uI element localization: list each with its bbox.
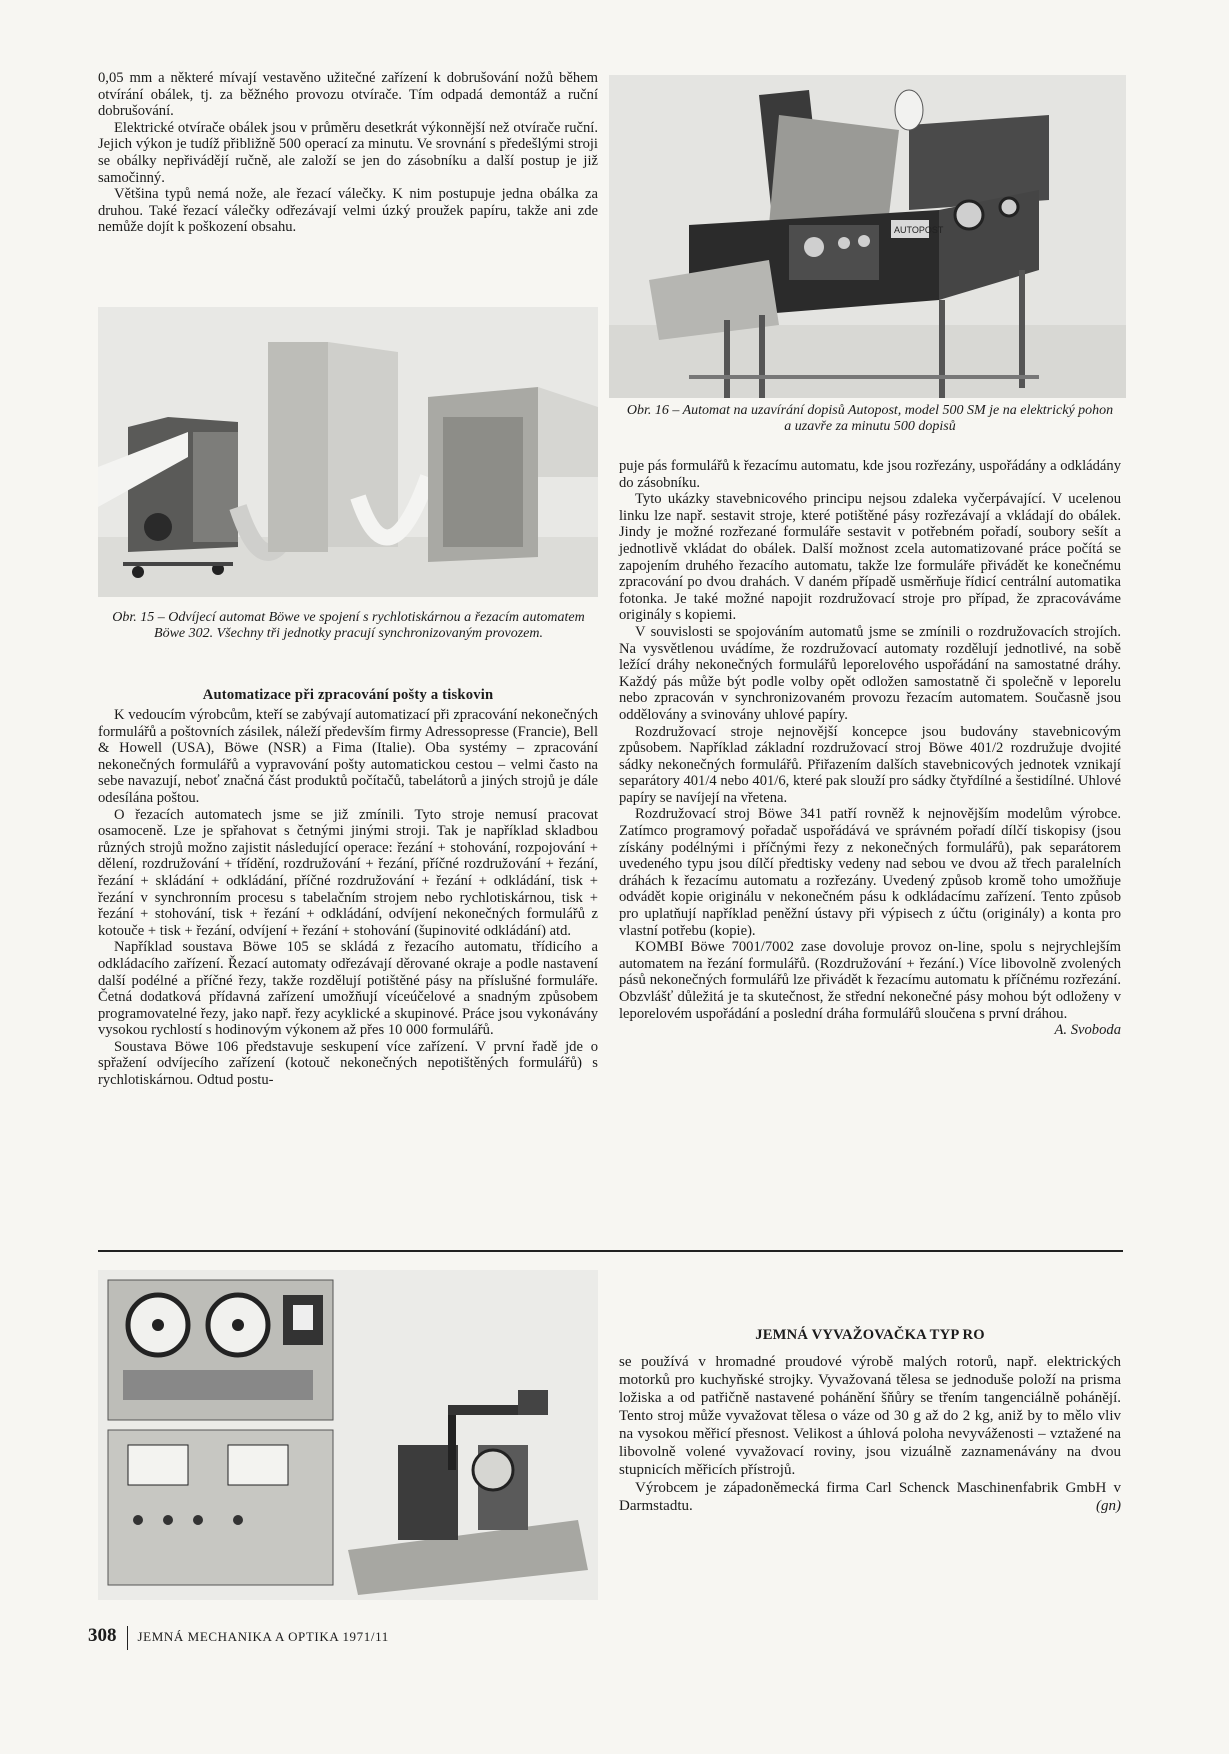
article-divider — [98, 1250, 1123, 1252]
paragraph: Například soustava Böwe 105 se skládá z řezacího automatu, třídicího a odkládacího zařízení. Řezací automaty odřezávají děrované okraje a podle nastavení další podélné a příčné řezy, takže rozdělují potištěné pásy na příslušné formuláře. Četná dodatková přídavná zařízení umožňují víceúčelové a snadným způsobem programovatelné řezy, jako např. řezy acyklické a skupinové. Práce jsou vykonávány vysokou rychlostí s hodinovým výkonem až přes 10 000 formulářů. — [98, 939, 598, 1039]
fig16-machine-label: AUTOPOST — [894, 225, 944, 235]
text-col-left-main — [98, 707, 598, 1089]
footer-divider — [127, 1626, 128, 1650]
journal-name: JEMNÁ MECHANIKA A OPTIKA 1971/11 — [137, 1629, 389, 1644]
fig16-caption: Obr. 16 – Automat na uzavírání dopisů Autopost, model 500 SM je na elektrický pohon a uzavře za minutu 500 dopisů — [626, 403, 1114, 434]
paragraph-text: Výrobcem je západoněmecká firma Carl Schenck Maschinenfabrik GmbH v Darmstadtu. — [619, 1480, 1121, 1514]
paragraph: V souvislosti se spojováním automatů jsme se zmínili o rozdružovacích strojích. Na vysvětlenou uvádíme, že rozdružovací automaty rozdělují jednotlivé, na sobě ležící dráhy nekonečných formulářů leporelového uspořádání na samostatné dráhy. Každý pás může být podle volby opět odložen samostatně či společně v leporelu nebo zpracován v synchronizovaném provozu řezacím automatem. Současně jsou oddělovány a svinovány uhlové papíry. — [619, 623, 1121, 723]
paragraph: se používá v hromadné proudové výrobě malých rotorů, např. elektrických motorků pro kuchyňské strojky. Vyvažovaná tělesa se jednoduše položí na prisma ložiska a od patřičně nastavené pohánění šňůry se třením tangenciálně pohánějí. Tento stroj může vyvažovat tělesa o váze od 30 g až do 2 kg, aniž by to mělo vliv na vysokou měřicí přesnost. Velikost a úhlová poloha nevyváženosti – vztažené na libovolně volené vyvažovací roviny, jsou vizuálně zaznamenávány na dvou stupnicích měřicích přístrojů. — [619, 1354, 1121, 1478]
paragraph: puje pás formulářů k řezacímu automatu, kde jsou rozřezány, uspořádány a odkládány do zásobníku. — [619, 458, 1121, 491]
paragraph: Rozdružovací stroj Böwe 341 patří rovněž k nejnovějším modelům výrobce. Zatímco programový pořadač uspořádává ve správném pořadí dílčí tiskopisy (jsou získány podélnými i příčnými řezy z nekonečných formulářů), pak separátorem uvedeného typu jsou dílčí předtisky vedeny nad sebou ve dvou až třech paralelních dráhách k řezacímu automatu a rozřezány. Uvedený způsob kromě toho umožňuje odvádět kopie originálu v nekonečném pásu k odkládacímu zařízení. Tento způsob pro uplatňují například peněžní ústavy při výpisech z účtu (originály) a konta pro vlastní potřebu (kopie). — [619, 806, 1121, 939]
text-col-left-top — [98, 70, 598, 236]
paragraph — [619, 1479, 1121, 1515]
paragraph — [619, 939, 1121, 1039]
paragraph: Tyto ukázky stavebnicového principu nejsou zdaleka vyčerpávající. V ucelenou linku lze např. sestavit stroje, které potištěné pásy rozřezávají a vkládají do obálek. Jindy je možné rozřezané formuláře sestavit v potřebném pořadí, soubory sešít a jednotlivě vkládat do obálek. Další možnost zcela automatizované práce počítá se zapojením druhého řezacího automatu, takže lze formuláře přivádět ke konečnému zpracování po dvou drahách. V daném případě usměrňuje řídicí centrální automatika fotonka. Je také možné napojit rozdružovací stroje pro případ, že zpracováváme originály s kopiemi. — [619, 491, 1121, 624]
paragraph: Rozdružovací stroje nejnovější koncepce jsou budovány stavebnicovým způsobem. Například základní rozdružovací stroj Böwe 401/2 rozdružuje dvojité sádky nekonečných formulářů. Přiřazením dalších stavebnicových jednotek vznikají separátory 401/4 nebo 401/6, které pak slouží pro sádky čtyřdílné a šestidílné. Uhlové papíry se navíjejí na vřetena. — [619, 723, 1121, 806]
text-col-right-main — [619, 458, 1121, 1039]
author-signature: (gn) — [1096, 1498, 1121, 1514]
page-number: 308 — [88, 1625, 117, 1646]
article2-heading: JEMNÁ VYVAŽOVAČKA TYP RO — [755, 1327, 985, 1343]
fig16-photo — [609, 75, 1126, 398]
paragraph: Většina typů nemá nože, ale řezací válečky. K nim postupuje jedna obálka za druhou. Také řezací válečky odřezávají velmi úzký proužek papíru, takže ani zde nemůže dojít k poškození obsahu. — [98, 186, 598, 236]
paragraph-text: KOMBI Böwe 7001/7002 zase dovoluje provoz on-line, spolu s nejrychlejším automatem na řezání formulářů. (Rozdružování + řezání.) Více libovolně zvolených pásů nekonečných formulářů lze přivádět k řezacímu automatu k příčnému rozřezání. Obzvlášť důležitá je ta skutečnost, že střední nekonečné pásy mohou být odloženy v leporelovém uspořádání a poslední dráha formulářů sloučena s první dráhou. — [619, 939, 1121, 1022]
paragraph: 0,05 mm a některé mívají vestavěno užitečné zařízení k dobrušování nožů během otvírání obálek, tj. za běžného provozu otvírače. Tím odpadá demontáž a ruční dobrušování. — [98, 70, 598, 120]
page-footer — [88, 1625, 389, 1650]
paragraph: Soustava Böwe 106 představuje seskupení více zařízení. V první řadě jde o spřažení odvíjecího zařízení (kotouč nekonečných nepotištěných formulářů) s rychlotiskárnou. Odtud postu- — [98, 1038, 598, 1089]
article2-body — [619, 1353, 1121, 1515]
paragraph: K vedoucím výrobcům, kteří se zabývají automatizací při zpracování nekonečných formulářů a poštovních zásilek, náleží především firmy Adressopresse (Francie), Bell & Howell (USA), Böwe (NSR) a Fima (Italie). Oba systémy – zpracování nekonečných formulářů a vypravování pošty automatickou cestou – velmi často na sebe navazují, neboť značná část produktů počítačů, tabelátorů a jiných strojů je dále odesílána poštou. — [98, 707, 598, 806]
paragraph: O řezacích automatech jsme se již zmínili. Tyto stroje nemusí pracovat osamoceně. Lze je spřahovat s četnými jinými stroji. Tak je například skladbou různých strojů možno zajistit následující operace: řezání + stohování, rozpojování + dělení, rozdružování + třídění, rozdružování + řezání, příčné rozdružování + řezání, řezání + skládání + odkládání, příčné rozdružování + řezání + odkládání, tisk + řezání v synchronním procesu s tabelačním strojem nebo rychlotiskárnou, tisk + řezání + stohování, tisk + řezání + odkládání, odvíjení nekonečných formulářů z kotouče + tisk + řezání, odvíjení + řezání + stohování (šupinovité odkládání) atd. — [98, 806, 598, 939]
paragraph: Elektrické otvírače obálek jsou v průměru desetkrát výkonnější než otvírače ruční. Jejich výkon je tudíž přibližně 500 operací za minutu. Ve srovnání s předešlými stroji se obálky nepřivádějí ručně, ale založí se jen do zásobníku a další postup je již samočinný. — [98, 119, 598, 186]
author-signature: A. Svoboda — [1054, 1022, 1121, 1039]
section-heading: Automatizace při zpracování pošty a tiskovin — [202, 687, 494, 703]
balancing-machine-photo — [98, 1270, 598, 1600]
fig15-caption: Obr. 15 – Odvíjecí automat Böwe ve spojení s rychlotiskárnou a řezacím automatem Böwe 302. Všechny tři jednotky pracují synchronizovaným provozem. — [112, 610, 585, 641]
fig15-photo — [98, 307, 598, 597]
